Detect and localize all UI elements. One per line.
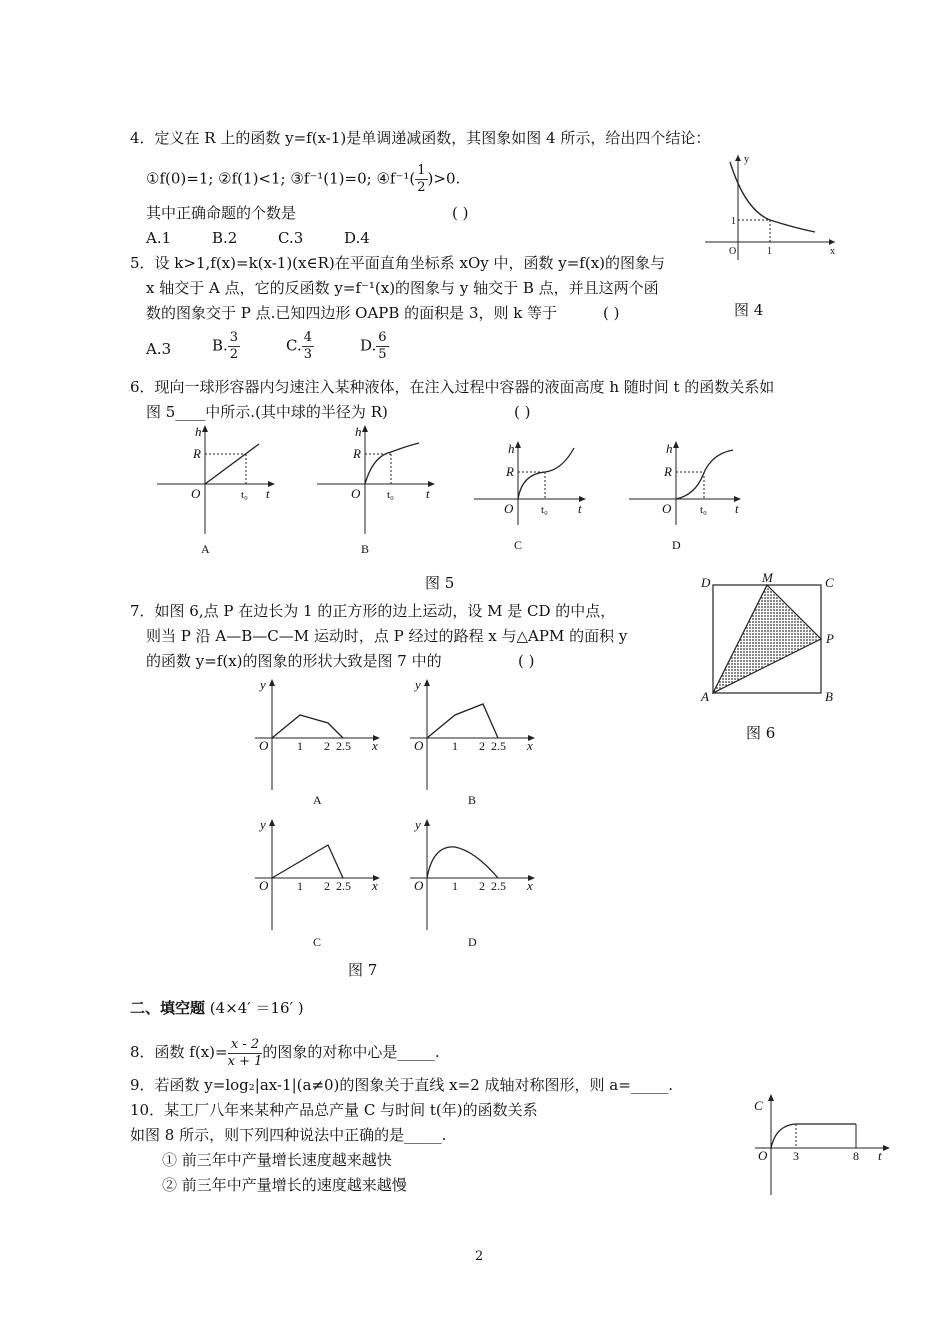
- q6b-caption: B: [361, 542, 370, 556]
- q6a-origin: O: [191, 486, 201, 501]
- q7c-x-label: x: [372, 878, 378, 893]
- q6d-t-label: t: [735, 501, 739, 516]
- q7-line3: 的函数 y=f(x)的图象的形状大致是图 7 中的: [146, 652, 442, 670]
- q7d-tick-2: 2: [479, 879, 485, 893]
- q7-graph-b: [405, 675, 550, 815]
- q10-item-2: ② 前三年中产量增长的速度越来越慢: [162, 1176, 407, 1194]
- q7a-x-label: x: [372, 738, 378, 753]
- q6c-caption: C: [514, 538, 523, 552]
- fig4-y-label: y: [744, 154, 749, 165]
- q6d-curve: [676, 450, 733, 499]
- figure-4-graph: [700, 150, 845, 265]
- fig4-tick-y1: 1: [731, 216, 736, 227]
- q7b-x-label: x: [527, 738, 533, 753]
- q6a-t-label: t: [266, 486, 270, 501]
- q6d-origin: O: [662, 501, 672, 516]
- fig6-label-b: B: [825, 689, 833, 704]
- q9-text: 9．若函数 y=log₂|ax-1|(a≠0)的图象关于直线 x=2 成轴对称图形，则 a=_____.: [130, 1076, 674, 1094]
- q7d-tick-1: 1: [452, 879, 458, 893]
- fig4-x-arrow: [829, 239, 835, 245]
- q7a-tick-1: 1: [297, 739, 303, 753]
- q7b-y-arrow: [424, 679, 430, 686]
- q6c-r-label: R: [506, 464, 514, 479]
- section2-score: (4×4′ ＝16′ ): [209, 999, 304, 1017]
- q8-fraction: [228, 1037, 263, 1070]
- fig4-origin: O: [729, 246, 737, 257]
- fig8-tick-8: 8: [853, 1149, 859, 1163]
- q7a-tick-25: 2.5: [336, 739, 351, 753]
- q6-graph-a: [155, 422, 280, 562]
- q7b-tick-25: 2.5: [491, 739, 506, 753]
- q8-suffix: 的图象的对称中心是_____.: [262, 1043, 440, 1061]
- q5-option-c: [286, 330, 314, 363]
- q6d-r-label: R: [664, 464, 672, 479]
- q6b-t-label: t: [426, 486, 430, 501]
- fig8-tick-3: 3: [793, 1149, 799, 1163]
- q7a-caption: A: [313, 793, 322, 807]
- q4-paren: ( ): [452, 204, 469, 222]
- q7c-tick-25: 2.5: [336, 879, 351, 893]
- q5-opt-b-den: 2: [229, 347, 239, 362]
- q4-items-text: ①f(0)=1; ②f(1)<1; ③f⁻¹(1)=0; ④f⁻¹(: [146, 169, 416, 188]
- q6b-h-arrow: [362, 425, 368, 432]
- fig8-t-label: t: [878, 1148, 882, 1163]
- q5-opt-c-prefix: C.: [286, 336, 302, 355]
- q4-option-b: B.2: [212, 229, 238, 247]
- q6a-h-label: h: [195, 424, 202, 439]
- q6c-h-arrow: [515, 441, 521, 448]
- fig6-label-p: P: [826, 631, 834, 646]
- q5-opt-d-prefix: D.: [360, 336, 377, 355]
- q6-paren: ( ): [514, 403, 531, 421]
- q5-opt-b-prefix: B.: [212, 336, 228, 355]
- q4-option-c: C.3: [278, 229, 304, 247]
- fig4-y-arrow: [735, 155, 741, 161]
- q4-half-num: 1: [417, 163, 426, 178]
- q6-line1: 6．现向一球形容器内匀速注入某种液体，在注入过程中容器的液面高度 h 随时间 t 的函数关系如: [130, 378, 775, 396]
- q6d-caption: D: [672, 538, 681, 552]
- q4-question: 其中正确命题的个数是: [146, 204, 297, 222]
- q5-line3: 数的图象交于 P 点.已知四边形 OAPB 的面积是 3，则 k 等于: [146, 304, 558, 322]
- q4-half-fraction: [415, 163, 427, 196]
- fig6-label-d: D: [701, 575, 711, 590]
- q7d-x-label: x: [527, 878, 533, 893]
- figure-8-graph: [750, 1090, 900, 1202]
- q7a-curve: [272, 715, 343, 738]
- q5-opt-d-num: 6: [378, 330, 387, 345]
- q6c-origin: O: [504, 501, 514, 516]
- fig8-curve: [771, 1124, 856, 1148]
- q6-graph-c: [472, 440, 597, 558]
- q4-items-tail: )>0.: [427, 169, 461, 188]
- q7d-tick-25: 2.5: [491, 879, 506, 893]
- q6c-curve: [518, 448, 574, 499]
- q5-opt-c-fraction: [302, 330, 314, 363]
- q6b-h-label: h: [355, 424, 362, 439]
- q7b-tick-2: 2: [479, 739, 485, 753]
- q6a-h-arrow: [202, 425, 208, 432]
- q6a-t0-label: t₀: [241, 489, 248, 501]
- q7d-curve: [427, 847, 498, 878]
- q8-prefix: 8．函数 f(x)=: [130, 1043, 228, 1061]
- q5-paren: ( ): [603, 304, 620, 322]
- figure-7-caption: 图 7: [348, 961, 378, 979]
- q7a-origin: O: [259, 738, 269, 753]
- q7d-y-label: y: [415, 817, 421, 832]
- q7b-y-label: y: [415, 677, 421, 692]
- q4-option-d: D.4: [344, 229, 370, 247]
- fig4-x-label: x: [830, 246, 835, 257]
- q6b-t0-label: t₀: [387, 489, 394, 501]
- q7-graph-c: [250, 815, 395, 955]
- fig8-c-label: C: [754, 1098, 763, 1113]
- q5-opt-b-num: 3: [229, 330, 239, 345]
- q6b-r-label: R: [353, 446, 361, 461]
- q6c-t0-label: t₀: [541, 504, 548, 516]
- section2-title: 二、填空题: [130, 999, 206, 1017]
- q7b-tick-1: 1: [452, 739, 458, 753]
- q6-graph-b: [315, 422, 440, 562]
- q5-opt-d-fraction: [376, 330, 388, 363]
- fig8-t-arrow: [883, 1145, 890, 1151]
- q5-opt-c-den: 3: [303, 347, 312, 362]
- q10-item-1: ① 前三年中产量增长速度越来越快: [162, 1151, 392, 1169]
- q7d-y-arrow: [424, 819, 430, 826]
- q6d-t0-label: t₀: [700, 504, 707, 516]
- q7-paren: ( ): [518, 652, 535, 670]
- q4-items: [146, 163, 460, 196]
- q6a-curve: [205, 444, 259, 484]
- q6b-curve: [365, 443, 419, 484]
- q7c-tick-2: 2: [324, 879, 330, 893]
- q7c-caption: C: [313, 935, 322, 949]
- q5-opt-c-num: 4: [303, 330, 312, 345]
- q5-option-b: [212, 330, 240, 363]
- q8-line: [130, 1030, 440, 1074]
- q7a-y-label: y: [260, 677, 266, 692]
- section2-heading: [130, 998, 304, 1018]
- q7-graph-a: [250, 675, 395, 815]
- figure-4-caption: 图 4: [734, 301, 764, 319]
- fig8-c-arrow: [768, 1094, 774, 1101]
- fig6-triangle-apm: [713, 585, 821, 693]
- fig4-tick-x1: 1: [767, 246, 772, 257]
- q7b-curve: [427, 704, 498, 738]
- q6-line2: 图 5____中所示.(其中球的半径为 R): [146, 403, 388, 421]
- q7-line1: 7．如图 6,点 P 在边长为 1 的正方形的边上运动，设 M 是 CD 的中点，: [130, 602, 616, 620]
- fig4-curve: [730, 162, 815, 232]
- q7a-tick-2: 2: [324, 739, 330, 753]
- q4-option-a: A.1: [146, 229, 172, 247]
- q7b-caption: B: [468, 793, 477, 807]
- page-number: 2: [475, 1249, 484, 1264]
- q6c-t-label: t: [578, 501, 582, 516]
- q7c-curve: [272, 845, 343, 878]
- q5-line1: 5．设 k>1,f(x)=k(x-1)(x∈R)在平面直角坐标系 xOy 中，函数 y=f(x)的图象与: [130, 254, 666, 272]
- q5-opt-b-fraction: [228, 330, 240, 363]
- fig8-origin: O: [758, 1148, 768, 1163]
- q5-line2: x 轴交于 A 点，它的反函数 y=f⁻¹(x)的图象与 y 轴交于 B 点，并且这两个函: [146, 279, 659, 297]
- q6a-r-label: R: [193, 446, 201, 461]
- q10-line2: 如图 8 所示，则下列四种说法中正确的是_____.: [130, 1126, 447, 1144]
- q4-half-den: 2: [417, 180, 426, 195]
- q6a-caption: A: [201, 542, 210, 556]
- q8-den: x + 1: [227, 1053, 263, 1069]
- q6b-origin: O: [351, 486, 361, 501]
- q5-option-d: [360, 330, 389, 363]
- figure-6-caption: 图 6: [746, 724, 776, 742]
- q7a-y-arrow: [269, 679, 275, 686]
- q6c-h-label: h: [508, 441, 515, 456]
- q7d-caption: D: [468, 935, 477, 949]
- q5-opt-d-den: 5: [378, 347, 387, 362]
- q7b-origin: O: [414, 738, 424, 753]
- q8-num: x - 2: [228, 1037, 263, 1054]
- fig6-label-m: M: [762, 570, 773, 585]
- q5-option-a: A.3: [146, 340, 172, 358]
- q10-line1: 10．某工厂八年来某种产品总产量 C 与时间 t(年)的函数关系: [130, 1101, 538, 1119]
- q7-line2: 则当 P 沿 A—B—C—M 运动时，点 P 经过的路程 x 与△APM 的面积 y: [146, 627, 628, 645]
- figure-6-square: [695, 570, 845, 705]
- fig6-label-c: C: [825, 575, 834, 590]
- q6d-h-label: h: [666, 441, 673, 456]
- q7c-origin: O: [259, 878, 269, 893]
- q7d-origin: O: [414, 878, 424, 893]
- q6d-h-arrow: [673, 441, 679, 448]
- q7c-y-arrow: [269, 819, 275, 826]
- q7c-y-label: y: [260, 817, 266, 832]
- q7c-tick-1: 1: [297, 879, 303, 893]
- figure-5-caption: 图 5: [425, 574, 455, 592]
- fig6-label-a: A: [701, 689, 709, 704]
- q4-stem: 4．定义在 R 上的函数 y=f(x-1)是单调递减函数，其图象如图 4 所示，给出四个结论：: [130, 129, 711, 147]
- q7-graph-d: [405, 815, 550, 955]
- q6-graph-d: [627, 440, 752, 558]
